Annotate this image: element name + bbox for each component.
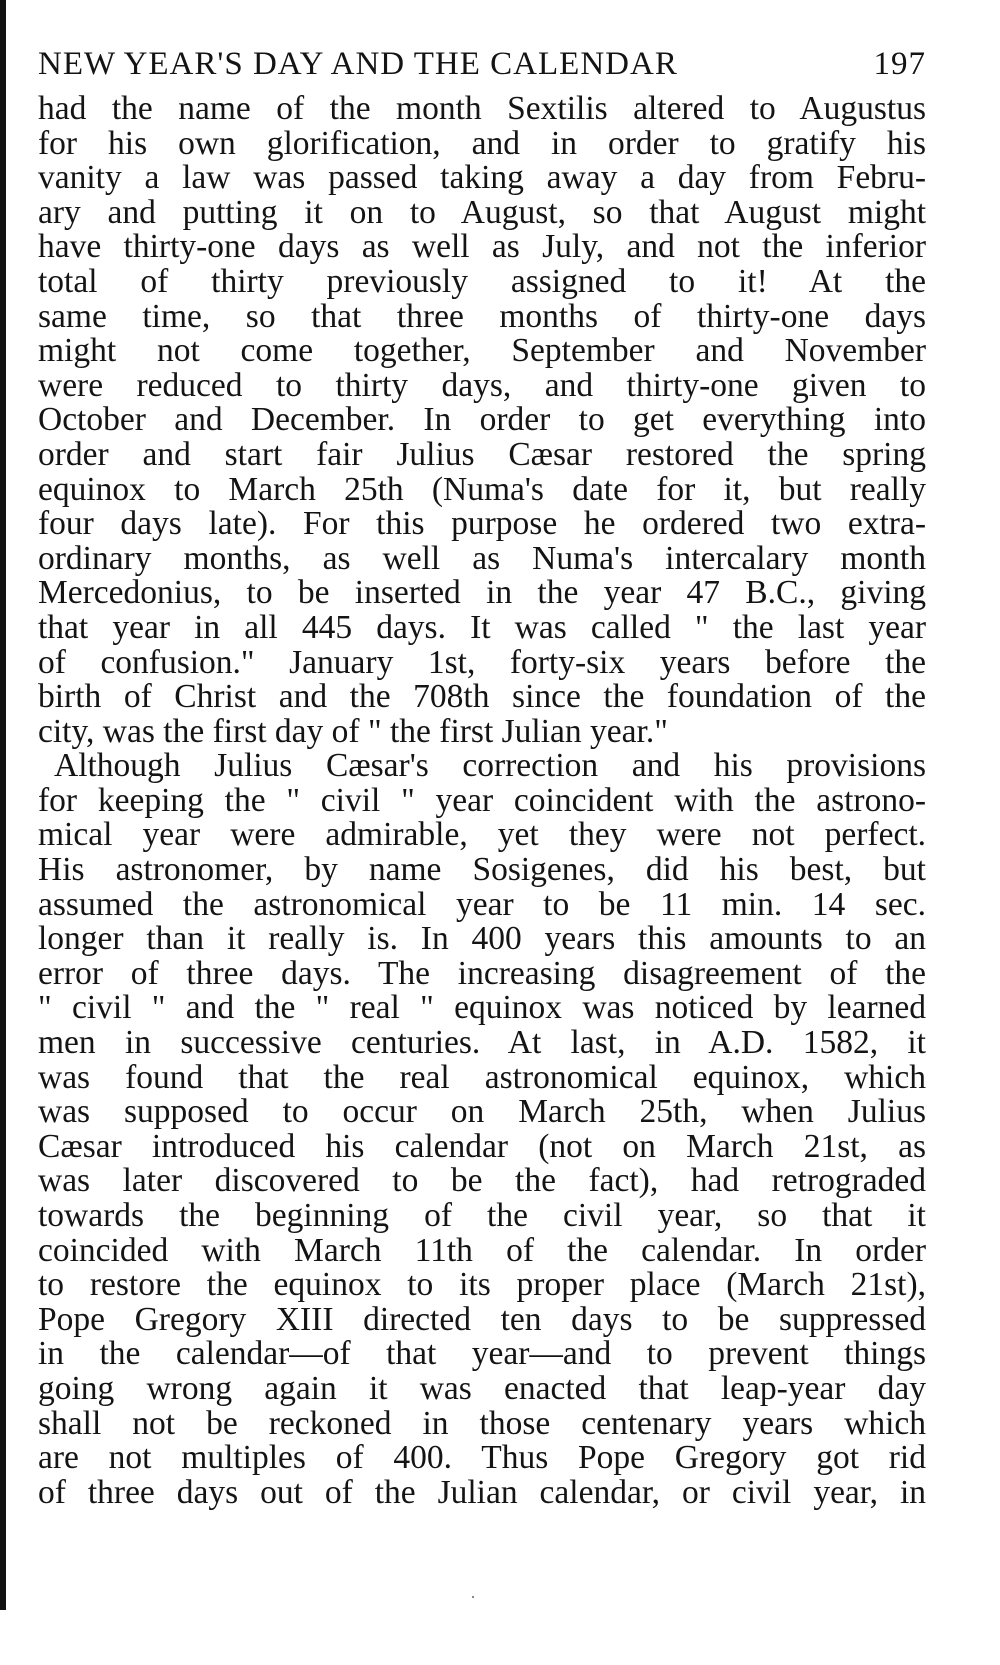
text-line: in the calendar—of that year—and to prevent things <box>38 1335 926 1373</box>
print-speck <box>472 1596 474 1598</box>
text-line: for his own glorification, and in order to gratify his <box>38 124 926 162</box>
body-text <box>38 92 926 1510</box>
text-line: might not come together, September and November <box>38 332 926 370</box>
text-line: coincided with March 11th of the calendar. In order <box>38 1231 926 1269</box>
text-line: assumed the astronomical year to be 11 min. 14 sec. <box>38 885 926 923</box>
text-line: city, was the first day of " the first Julian year." <box>38 712 668 750</box>
paragraph <box>38 749 926 1510</box>
text-line: mical year were admirable, yet they were not perfect. <box>38 816 926 854</box>
page-edge-rule <box>0 0 6 1610</box>
text-line: " civil " and the " real " equinox was noticed by learned <box>38 989 926 1027</box>
text-line: was found that the real astronomical equinox, which <box>38 1058 926 1096</box>
text-line: to restore the equinox to its proper place (March 21st), <box>38 1266 926 1304</box>
text-line: October and December. In order to get everything into <box>38 401 926 439</box>
text-line: same time, so that three months of thirty-one days <box>38 297 926 335</box>
text-line: total of thirty previously assigned to it! At the <box>38 262 926 300</box>
text-line: four days late). For this purpose he ordered two extra- <box>38 505 926 543</box>
text-line: of three days out of the Julian calendar, or civil year, in <box>38 1473 926 1511</box>
text-line: of confusion." January 1st, forty-six years before the <box>38 643 926 681</box>
text-line: towards the beginning of the civil year, so that it <box>38 1197 926 1234</box>
text-line: vanity a law was passed taking away a day from Febru- <box>38 159 926 197</box>
text-line: shall not be reckoned in those centenary years which <box>38 1404 926 1442</box>
text-line: Cæsar introduced his calendar (not on March 21st, as <box>38 1127 926 1165</box>
text-line: longer than it really is. In 400 years this amounts to an <box>38 920 926 958</box>
text-line: was supposed to occur on March 25th, when Julius <box>38 1093 926 1131</box>
text-line: have thirty-one days as well as July, and not the inferior <box>38 228 926 266</box>
text-line: men in successive centuries. At last, in A.D. 1582, it <box>38 1024 926 1062</box>
text-line: was later discovered to be the fact), had retrograded <box>38 1162 926 1200</box>
text-line: ary and putting it on to August, so that August might <box>38 193 926 231</box>
text-line: that year in all 445 days. It was called " the last year <box>38 608 926 646</box>
text-line: are not multiples of 400. Thus Pope Gregory got rid <box>38 1439 926 1477</box>
text-line: birth of Christ and the 708th since the foundation of the <box>38 678 926 716</box>
page-number: 197 <box>873 46 926 82</box>
running-head <box>38 44 926 92</box>
text-line: had the name of the month Sextilis altered to Augustus <box>38 90 926 127</box>
text-line: order and start fair Julius Cæsar restored the spring <box>38 435 926 473</box>
text-line: error of three days. The increasing disagreement of the <box>38 954 926 992</box>
text-line: ordinary months, as well as Numa's intercalary month <box>38 539 926 577</box>
running-head-title: NEW YEAR'S DAY AND THE CALENDAR <box>38 46 678 82</box>
text-line: Although Julius Cæsar's correction and his provisions <box>54 747 926 785</box>
text-line: Pope Gregory XIII directed ten days to be suppressed <box>38 1300 926 1338</box>
book-page <box>38 44 926 1510</box>
text-line: His astronomer, by name Sosigenes, did his best, but <box>38 851 926 889</box>
text-line: equinox to March 25th (Numa's date for it, but really <box>38 470 926 508</box>
text-line: were reduced to thirty days, and thirty-one given to <box>38 366 926 404</box>
paragraph <box>38 92 926 749</box>
text-line: for keeping the " civil " year coincident with the astrono- <box>38 781 926 819</box>
text-line: Mercedonius, to be inserted in the year 47 B.C., giving <box>38 574 926 612</box>
text-line: going wrong again it was enacted that leap-year day <box>38 1369 926 1407</box>
